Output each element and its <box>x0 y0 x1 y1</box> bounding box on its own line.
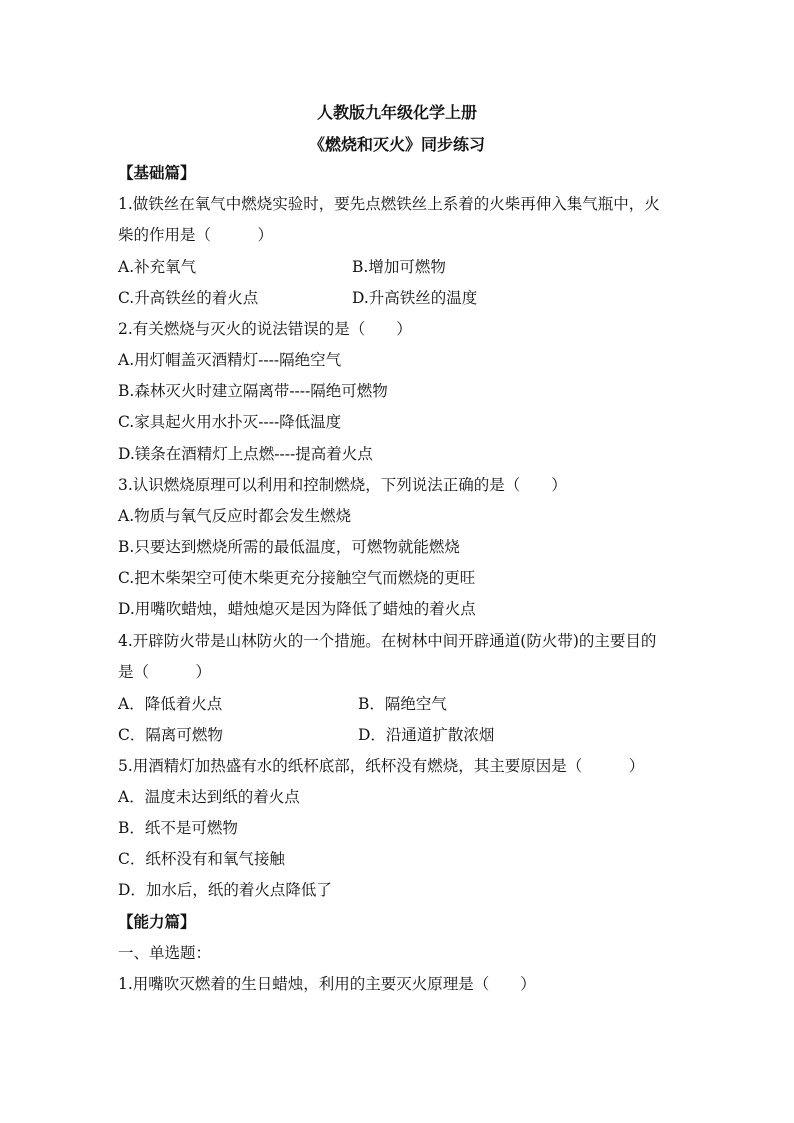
ability-question-1: 1.用嘴吹灭燃着的生日蜡烛，利用的主要灭火原理是（ ） <box>118 975 536 993</box>
question-4-line-1: 4.开辟防火带是山林防火的一个措施。在树林中间开辟通道(防火带)的主要目的 <box>118 632 657 650</box>
question-4-option-a: A．降低着火点 <box>118 695 223 713</box>
question-1-option-c: C.升高铁丝的着火点 <box>118 289 259 307</box>
question-3-option-d: D.用嘴吹蜡烛，蜡烛熄灭是因为降低了蜡烛的着火点 <box>118 600 476 618</box>
question-4-line-2: 是（ ） <box>118 663 212 681</box>
question-2-option-a: A.用灯帽盖灭酒精灯----隔绝空气 <box>118 351 342 369</box>
question-4-option-b: B．隔绝空气 <box>358 695 447 713</box>
question-3: 3.认识燃烧原理可以利用和控制燃烧，下列说法正确的是（ ） <box>118 476 567 494</box>
question-1-option-b: B.增加可燃物 <box>352 258 446 276</box>
document-title: 人教版九年级化学上册 <box>316 103 477 122</box>
single-choice-heading: 一、单选题： <box>118 944 212 962</box>
question-5: 5.用酒精灯加热盛有水的纸杯底部，纸杯没有燃烧，其主要原因是（ ） <box>118 757 645 775</box>
question-3-option-a: A.物质与氧气反应时都会发生燃烧 <box>118 507 352 525</box>
question-5-option-c: C．纸杯没有和氧气接触 <box>118 850 285 868</box>
question-2-option-d: D.镁条在酒精灯上点燃----提高着火点 <box>118 445 373 463</box>
question-3-option-c: C.把木柴架空可使木柴更充分接触空气而燃烧的更旺 <box>118 569 476 587</box>
question-5-option-d: D．加水后，纸的着火点降低了 <box>118 881 332 899</box>
question-5-option-b: B．纸不是可燃物 <box>118 819 238 837</box>
question-4-option-c: C．隔离可燃物 <box>118 726 223 744</box>
section-heading-ability: 【能力篇】 <box>118 912 196 931</box>
question-1-option-d: D.升高铁丝的温度 <box>352 289 478 307</box>
question-3-option-b: B.只要达到燃烧所需的最低温度，可燃物就能燃烧 <box>118 538 460 556</box>
question-4-option-d: D．沿通道扩散浓烟 <box>358 726 495 744</box>
question-1-line-1: 1.做铁丝在氧气中燃烧实验时，要先点燃铁丝上系着的火柴再伸入集气瓶中，火 <box>118 195 660 213</box>
question-5-option-a: A．温度未达到纸的着火点 <box>118 788 300 806</box>
question-2: 2.有关燃烧与灭火的说法错误的是（ ） <box>118 320 412 338</box>
question-2-option-b: B.森林灭火时建立隔离带----隔绝可燃物 <box>118 382 388 400</box>
question-2-option-c: C.家具起火用水扑灭----降低温度 <box>118 413 342 431</box>
question-1-option-a: A.补充氧气 <box>118 258 197 276</box>
section-heading-basic: 【基础篇】 <box>118 163 196 182</box>
document-subtitle: 《燃烧和灭火》同步练习 <box>308 135 485 154</box>
question-1-line-2: 柴的作用是（ ） <box>118 226 274 244</box>
